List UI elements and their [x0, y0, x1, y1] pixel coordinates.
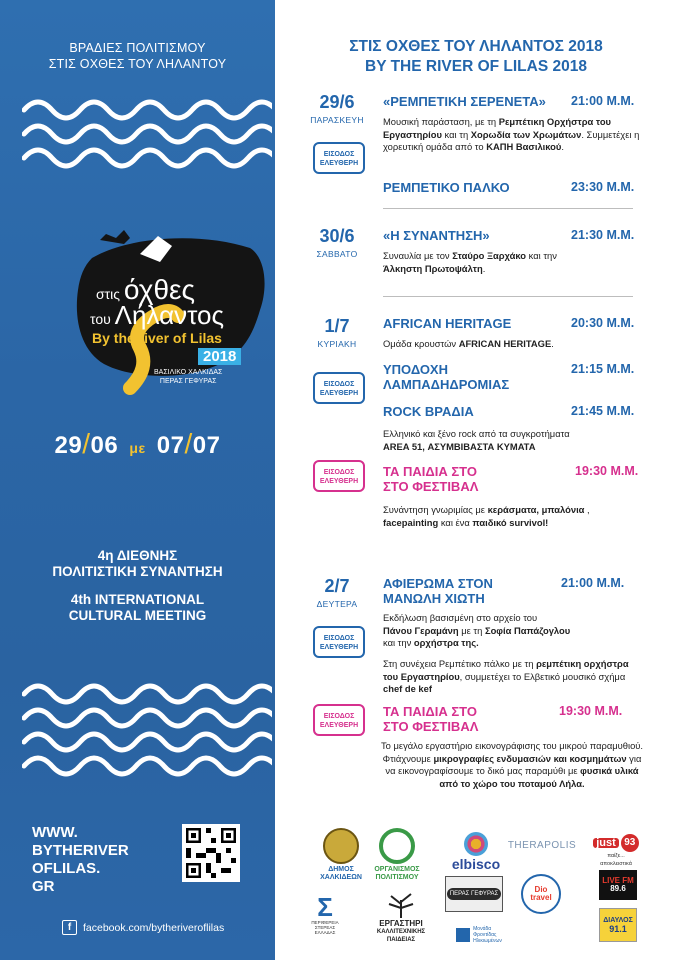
website-link[interactable]: WWW. BYTHERIVER OFLILAS. GR [32, 824, 129, 895]
logo-subtitle: By the river of Lilas [92, 330, 222, 346]
facebook-icon: f [62, 920, 77, 935]
event-description: Ομάδα κρουστών AFRICAN HERITAGE. [383, 338, 554, 349]
meeting-gr: 4η ΔΙΕΘΝΗΣ ΠΟΛΙΤΙΣΤΙΚΗ ΣΥΝΑΝΤΗΣΗ [52, 548, 223, 579]
org-logo-icon [379, 828, 415, 864]
free-entry-badge: ΕΙΣΟΔΟΣ ΕΛΕΥΘΕΡΗ [313, 142, 365, 174]
event-description: Εκδήλωση βασισμένη στο αρχείο του Πάνου Γεραμάνη με τη Σοφία Παπάζογλου και την ορχήστρα της. [383, 612, 571, 648]
facebook-link[interactable]: f facebook.com/bytheriveroflilas [62, 920, 224, 935]
tagline [0, 40, 275, 72]
day-name: ΠΑΡΑΣΚΕΥΗ [310, 115, 364, 125]
event-title: ΤΑ ΠΑΙΔΙΑ ΣΤΟ ΣΤΟ ΦΕΣΤΙΒΑΛ [383, 464, 479, 494]
event-time: 19:30 Μ.Μ. [575, 464, 639, 478]
event-title: «Η ΣΥΝΑΝΤΗΣΗ» [383, 228, 490, 243]
free-entry-badge: ΕΙΣΟΔΟΣ ΕΛΕΥΘΕΡΗ [313, 460, 365, 492]
free-entry-badge: ΕΙΣΟΔΟΣ ΕΛΕΥΘΕΡΗ [313, 626, 365, 658]
event-title: ΡΕΜΠΕΤΙΚΟ ΠΑΛΚΟ [383, 180, 510, 195]
day-date: 29/6 [319, 92, 355, 112]
day-name: ΔΕΥΤΕΡΑ [316, 599, 358, 609]
event-time: 21:45 Μ.Μ. [571, 404, 635, 418]
qr-code-icon [182, 824, 240, 882]
event-description: Ελληνικό και ξένο rock από τα συγκροτήματα AREA 51, ΑΣΥΜΒΙΒΑΣΤΑ ΚΥΜΑΤΑ [383, 428, 570, 452]
event-description: Μουσική παράσταση, με τη Ρεμπέτικη Ορχήστρα του Εργαστηρίου και τη Χορωδία των Χρωμάτων. Συμμετέχει η χορευτική ομάδα από το ΚΑΠΗ Βασιλικού. [383, 116, 640, 152]
tagline-line-1: ΒΡΑΔΙΕΣ ΠΟΛΙΤΙΣΜΟΥ [69, 41, 206, 55]
sponsor-elbisco: elbisco [443, 832, 509, 872]
event-time: 20:30 Μ.Μ. [571, 316, 635, 330]
day-name: ΣΑΒΒΑΤΟ [316, 249, 358, 259]
event-time: 21:00 Μ.Μ. [571, 94, 635, 108]
sponsor-dio-travel: Dio travel [515, 874, 567, 914]
left-panel [0, 0, 275, 960]
sponsor-just-radio: just 93 παίξε... αποκλειστικά [591, 834, 641, 868]
coin-icon [323, 828, 359, 864]
event-description: Στη συνέχεια Ρεμπέτικο πάλκο με τη ρεμπέτικη ορχήστρα του Εργαστηρίου, συμμετέχει το Ελβετικό μουσικό σχήμα chef de kef [383, 658, 629, 694]
event-time: 19:30 Μ.Μ. [559, 704, 623, 718]
sponsor-perifereia: Σ ΠΕΡΙΦΕΡΕΙΑ ΣΤΕΡΕΑΣ ΕΛΛΑΔΑΣ [311, 892, 339, 935]
event-time: 23:30 Μ.Μ. [571, 180, 635, 194]
event-time: 21:15 Μ.Μ. [571, 362, 635, 376]
divider [383, 296, 633, 297]
festival-dates: 29/06 με 07/07 [54, 428, 221, 459]
day-date: 2/7 [324, 576, 350, 596]
sponsor-monada: Μονάδα Φροντίδας Ηλικιωμένων [447, 926, 511, 944]
event-description: Συνάντηση γνωριμίας με κεράσματα, μπαλόνια , facepainting και ένα παιδικό survivol! [383, 504, 590, 528]
sponsor-therapolis: THERAPOLIS [507, 840, 577, 851]
sigma-icon: Σ [317, 892, 333, 922]
free-entry-badge: ΕΙΣΟΔΟΣ ΕΛΕΥΘΕΡΗ [313, 704, 365, 736]
logo-year: 2018 [198, 348, 241, 365]
monada-logo-icon [456, 928, 470, 942]
free-entry-badge: ΕΙΣΟΔΟΣ ΕΛΕΥΘΕΡΗ [313, 372, 365, 404]
sponsor-ergastiri: ΕΡΓΑΣΤΗΡΙ ΚΑΛΛΙΤΕΧΝΙΚΗΣ ΠΑΙΔΕΙΑΣ [359, 890, 443, 944]
waves-top-icon [22, 92, 272, 170]
tree-icon [381, 890, 421, 920]
sponsor-live-fm: LIVE FM 89.6 [599, 870, 637, 900]
event-title: ΥΠΟΔΟΧΗ ΛΑΜΠΑΔΗΔΡΟΜΙΑΣ [383, 362, 510, 392]
tagline-line-2: ΣΤΙΣ ΟΧΘΕΣ ΤΟΥ ΛΗΛΑΝΤΟΥ [48, 57, 227, 71]
event-title: ΤΑ ΠΑΙΔΙΑ ΣΤΟ ΣΤΟ ΦΕΣΤΙΒΑΛ [383, 704, 479, 734]
logo-text: στις όχθες [96, 274, 195, 305]
header-greek: ΣΤΙΣ ΟΧΘΕΣ ΤΟΥ ΛΗΛΑΝΤΟΣ 2018 [349, 38, 603, 55]
sponsor-dialogos: ΔΙΑΥΛΟΣ 91.1 [599, 908, 637, 942]
event-description: Συναυλία με τον Σταύρο Ξαρχάκο και την Άλκηστη Πρωτοψάλτη. [383, 250, 557, 274]
sponsor-organismos-politismou: ΟΡΓΑΝΙΣΜΟΣ ΠΟΛΙΤΙΣΜΟΥ [367, 828, 427, 882]
event-time: 21:00 Μ.Μ. [561, 576, 625, 590]
elbisco-flower-icon [464, 832, 488, 856]
day-date: 30/6 [319, 226, 355, 246]
event-title: ΑΦΙΕΡΩΜΑ ΣΤΟΝ ΜΑΝΩΛΗ ΧΙΩΤΗ [383, 576, 493, 606]
festival-logo: στις όχθες του Λήλαντος By the river of Lilas 2018 ΒΑΣΙΛΙΚΟ ΧΑΛΚΙΔΑΣ ΠΕΡΑΣ ΓΕΦΥΡΑΣ [70, 218, 270, 408]
day-date: 1/7 [324, 316, 350, 336]
event-time: 21:30 Μ.Μ. [571, 228, 635, 242]
event-title: «ΡΕΜΠΕΤΙΚΗ ΣΕΡΕΝΕΤΑ» [383, 94, 546, 109]
sponsor-peras-gefyras: ΠΕΡΑΣ ΓΕΦΥΡΑΣ [445, 876, 503, 912]
program-header [275, 37, 677, 77]
meeting-en: 4th INTERNATIONAL CULTURAL MEETING [68, 592, 207, 623]
header-english: BY THE RIVER OF LILAS 2018 [365, 58, 587, 75]
event-title: ROCK ΒΡΑΔΙΑ [383, 404, 474, 419]
day-name: ΚΥΡΙΑΚΗ [317, 339, 357, 349]
event-description: Το μεγάλο εργαστήριο εικονογράφισης του μικρού παραμυθιού. Φτιάχνουμε μικρογραφίες ενδυμασιών και κοσμημάτων για να εικονογραφίσουμε το δικό μας παραμύθι με φυσικά υλικά από το χώρο του ποταμού Λήλα. [380, 740, 644, 789]
waves-bottom-icon [22, 676, 272, 780]
event-title: AFRICAN HERITAGE [383, 316, 512, 331]
sponsor-dimos-chalkideon: ΔΗΜΟΣ ΧΑΛΚΙΔΕΩΝ [315, 828, 367, 882]
divider [383, 208, 633, 209]
program-panel [275, 0, 677, 960]
